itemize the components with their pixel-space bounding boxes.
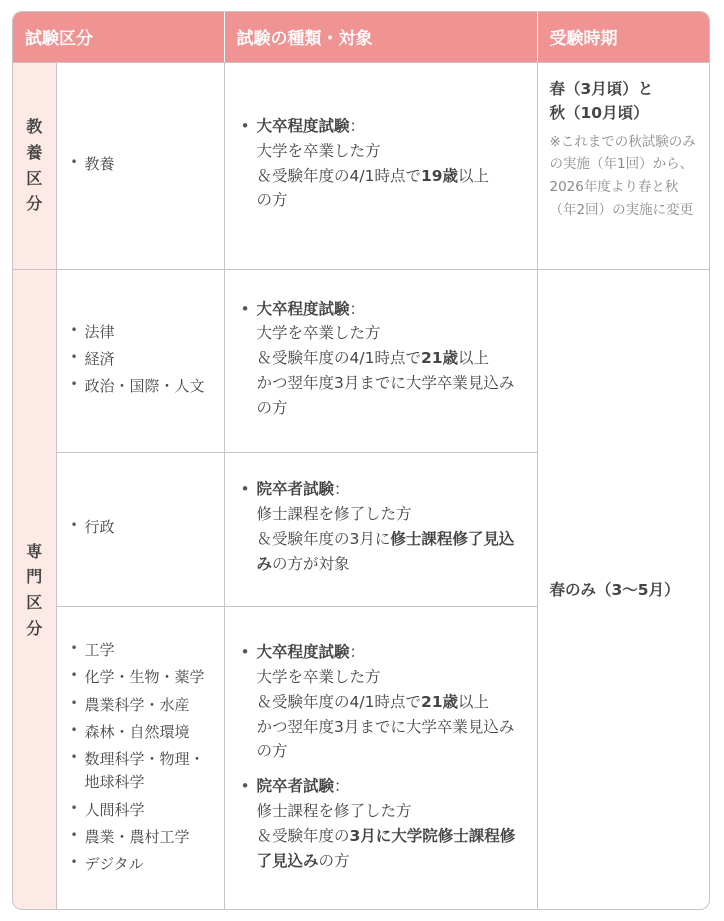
field-list xyxy=(71,639,216,876)
exam-block xyxy=(241,114,529,213)
exam-text: ＆受験年度の3月に xyxy=(256,530,391,548)
period-main xyxy=(550,77,702,125)
exam-title-colon: ： xyxy=(349,643,366,662)
group-char: 門 xyxy=(26,567,43,587)
list-item: • 工学 xyxy=(71,639,216,662)
exam-text: ＆受験年度の xyxy=(256,826,350,845)
exam-line: 大学を卒業した方 xyxy=(256,667,381,686)
exam-text: ＆受験年度の4/1時点で xyxy=(256,692,421,711)
group-char: 教 xyxy=(26,117,43,137)
exam-title xyxy=(241,477,529,502)
group-char: 区 xyxy=(26,168,43,188)
field-list xyxy=(71,321,216,399)
exam-line: かつ翌年度3月までに大学卒業見込みの方 xyxy=(256,717,515,761)
period-main: 春のみ（3〜5月） xyxy=(549,580,680,599)
group-char: 養 xyxy=(26,142,43,162)
exam-text: ＆受験年度の4/1時点で xyxy=(256,349,421,368)
header-exam-category: 試験区分 xyxy=(13,12,224,62)
fields-cell xyxy=(56,269,224,452)
period-main-line: 秋（10月頃） xyxy=(549,103,649,122)
exam-title-colon: ： xyxy=(349,299,366,318)
table-row xyxy=(13,62,710,269)
period-main-line: 春（3月頃）と xyxy=(549,79,654,98)
exam-line: 大学を卒業した方 xyxy=(256,324,381,343)
group-label-senmon xyxy=(13,269,56,910)
exam-line: 大学を卒業した方 xyxy=(256,141,381,160)
exam-title xyxy=(241,640,529,665)
table-header-row xyxy=(13,12,710,62)
list-item: • 森林・自然環境 xyxy=(71,721,216,744)
exam-title-text: 大卒程度試験 xyxy=(256,116,350,135)
exam-text: の方 xyxy=(318,851,350,870)
exam-text: ＆受験年度の4/1時点で xyxy=(256,166,421,185)
exam-table-container xyxy=(12,11,710,910)
exam-line xyxy=(241,824,529,874)
exam-title-text: 大卒程度試験 xyxy=(256,299,350,318)
period-note: ※これまでの秋試験のみの実施（年1回）から、2026年度より春と秋（年2回）の実施に変更 xyxy=(549,133,696,219)
period-cell xyxy=(537,62,710,269)
exam-emphasis: 3月に大学院修士課程修了見込み xyxy=(256,826,516,870)
list-item: • 法律 xyxy=(71,321,216,344)
exam-text: 以上 xyxy=(458,349,490,368)
group-char: 分 xyxy=(26,194,43,214)
exam-text: の方が対象 xyxy=(272,554,350,573)
fields-cell xyxy=(56,452,224,606)
exam-line: の方 xyxy=(256,191,288,210)
exam-block xyxy=(241,477,529,576)
list-item: • 数理科学・物理・地球科学 xyxy=(71,748,216,795)
exam-title-text: 大卒程度試験 xyxy=(256,643,350,662)
list-item: • 行政 xyxy=(71,516,216,539)
list-item: • 人間科学 xyxy=(71,799,216,822)
exam-title xyxy=(241,297,529,322)
fields-cell xyxy=(56,62,224,269)
field-list xyxy=(71,516,216,539)
group-char: 区 xyxy=(26,593,43,612)
exam-line xyxy=(241,346,529,371)
exam-block xyxy=(241,297,529,421)
exam-line: 修士課程を修了した方 xyxy=(256,801,412,820)
exam-line xyxy=(241,527,529,577)
list-item: • 教養 xyxy=(71,153,216,176)
exam-emphasis: 修士課程修了見込み xyxy=(256,530,515,573)
table-row xyxy=(13,269,710,452)
group-char: 専 xyxy=(26,541,43,561)
list-item: • 農業・農村工学 xyxy=(71,826,216,849)
exam-title-colon: ： xyxy=(334,777,350,796)
exam-type-cell xyxy=(224,62,537,269)
exam-emphasis: 21歳 xyxy=(420,692,459,711)
fields-cell xyxy=(56,606,224,910)
exam-text: 以上 xyxy=(458,692,490,711)
header-exam-period: 受験時期 xyxy=(537,12,710,62)
exam-emphasis: 19歳 xyxy=(420,166,459,185)
exam-title-colon: ： xyxy=(334,480,350,499)
exam-title-text: 院卒者試験 xyxy=(256,480,335,499)
exam-type-cell xyxy=(224,269,537,452)
field-list xyxy=(71,153,216,176)
exam-title-text: 院卒者試験 xyxy=(256,777,335,796)
group-label-kyoyo xyxy=(13,62,56,269)
exam-title-colon: ： xyxy=(349,116,366,135)
exam-type-cell xyxy=(224,606,537,910)
exam-emphasis: 21歳 xyxy=(420,349,459,368)
exam-line xyxy=(241,690,529,715)
header-exam-type-target: 試験の種類・対象 xyxy=(224,12,537,62)
exam-type-cell xyxy=(224,452,537,606)
period-cell xyxy=(537,269,710,910)
list-item: • 農業科学・水産 xyxy=(71,694,216,717)
exam-line: かつ翌年度3月までに大学卒業見込みの方 xyxy=(256,373,515,417)
exam-block xyxy=(241,640,529,764)
exam-line xyxy=(241,164,529,189)
exam-block xyxy=(241,774,529,873)
list-item: • 政治・国際・人文 xyxy=(71,375,216,398)
exam-table xyxy=(13,12,710,910)
exam-line: 修士課程を修了した方 xyxy=(256,505,412,524)
list-item: • 経済 xyxy=(71,348,216,371)
exam-title xyxy=(241,774,529,799)
exam-title xyxy=(241,114,529,139)
list-item: • デジタル xyxy=(71,853,216,876)
list-item: • 化学・生物・薬学 xyxy=(71,666,216,689)
exam-text: 以上 xyxy=(458,166,490,185)
group-char: 分 xyxy=(26,618,43,638)
